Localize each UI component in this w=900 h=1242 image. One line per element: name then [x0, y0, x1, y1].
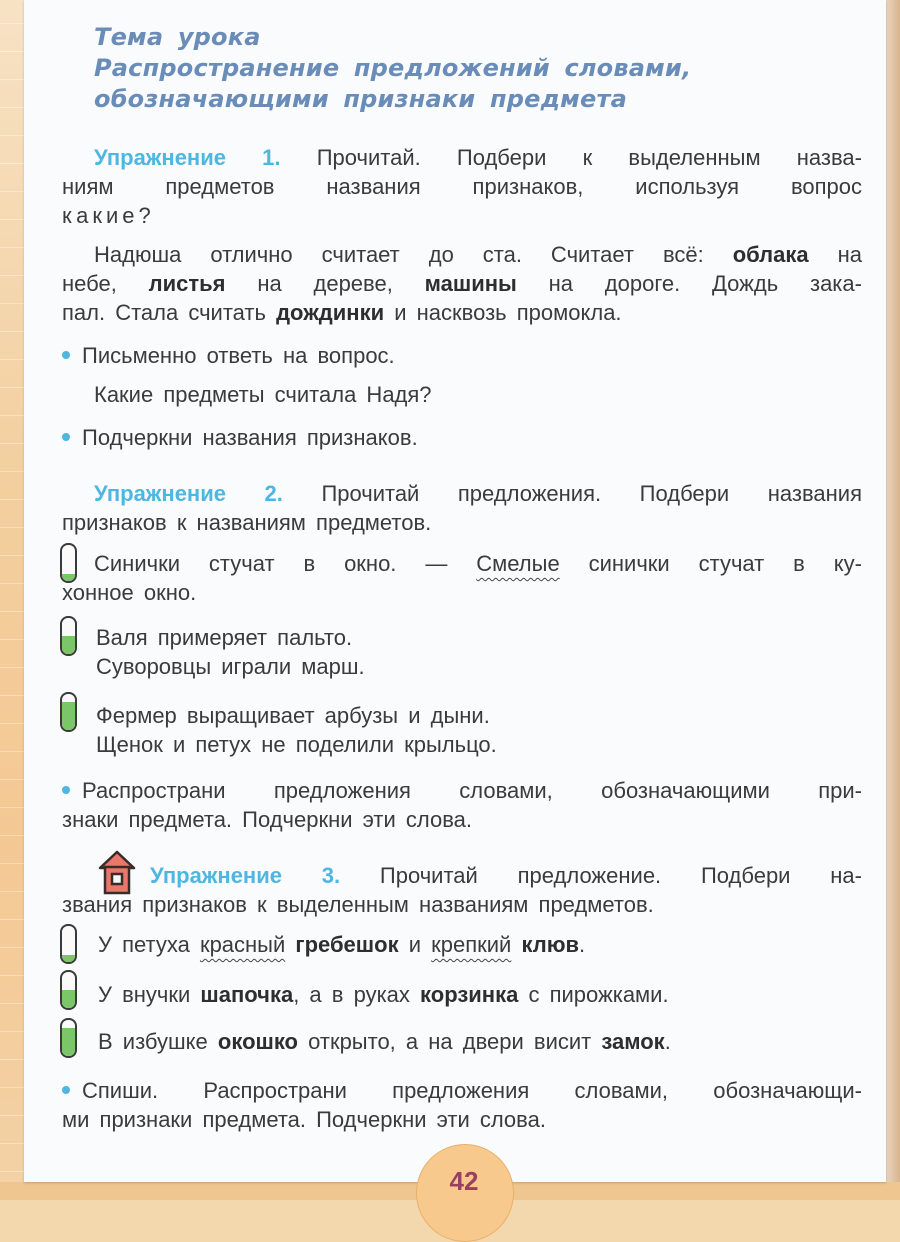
exercise-2-item-3 — [96, 701, 497, 759]
sentence-text: Суворовцы играли марш. — [96, 654, 365, 679]
highlighted-noun: гребешок — [295, 932, 399, 957]
sentence-text: с пирожками. — [518, 982, 669, 1007]
lesson-topic-line-2: обозначающими признаки предмета — [94, 85, 627, 113]
exercise-3-label: Упражнение 3. — [150, 863, 341, 888]
sentence-text: хонное окно. — [62, 580, 197, 605]
highlighted-noun: окошко — [217, 1029, 298, 1054]
exercise-3-instruction-line-2: звания признаков к выделенным названиям предметов. — [62, 892, 654, 917]
exercise-3-instruction — [62, 861, 862, 919]
exercise-1-question-word: какие? — [62, 203, 155, 228]
highlighted-noun: облака — [732, 242, 809, 267]
exercise-1-instruction-text: Прочитай. Подбери к выделенным назва- — [280, 145, 862, 170]
story-text: небе, — [62, 271, 149, 296]
bullet-icon — [62, 351, 70, 359]
exercise-1-task-2 — [62, 423, 418, 452]
story-text: и насквозь промокла. — [384, 300, 622, 325]
example-adjective: красный — [199, 932, 286, 957]
difficulty-hard-icon — [60, 1018, 77, 1058]
story-text: пал. Стала считать — [62, 300, 277, 325]
exercise-3-instruction-text: Прочитай предложение. Подбери на- — [340, 863, 862, 888]
exercise-2-label: Упражнение 2. — [94, 481, 283, 506]
page-number: 42 — [449, 1166, 479, 1196]
textbook-page — [24, 0, 886, 1182]
exercise-3-item-1 — [98, 930, 585, 959]
highlighted-noun: листья — [148, 271, 226, 296]
difficulty-easy-icon — [60, 924, 77, 964]
sentence-text: . — [579, 932, 586, 957]
task-text: знаки предмета. Подчеркни эти слова. — [62, 807, 472, 832]
sentence-text: синички стучат в ку- — [559, 551, 862, 576]
highlighted-noun: клюв — [521, 932, 580, 957]
exercise-1-story — [62, 240, 862, 327]
highlighted-noun: корзинка — [420, 982, 519, 1007]
sentence-text: У внучки — [98, 982, 201, 1007]
exercise-1-label: Упражнение 1. — [94, 145, 281, 170]
lesson-topic-line-1: Распространение предложений словами, — [94, 54, 692, 82]
lesson-topic-label: Тема урока — [94, 23, 261, 51]
story-text: Надюша отлично считает до ста. Считает всё: — [94, 242, 733, 267]
difficulty-medium-icon — [60, 616, 77, 656]
exercise-2-item-1 — [62, 549, 862, 607]
highlighted-noun: машины — [424, 271, 517, 296]
story-text: на дороге. Дождь зака- — [516, 271, 862, 296]
bullet-icon — [62, 433, 70, 441]
exercise-2-instruction-text: Прочитай предложения. Подбери названия — [282, 481, 862, 506]
exercise-2-instruction-line-2: признаков к названиям предметов. — [62, 510, 432, 535]
exercise-3-item-2 — [98, 980, 669, 1009]
exercise-2-task — [62, 776, 862, 834]
sentence-text: В избушке — [98, 1029, 218, 1054]
left-margin-decoration — [0, 0, 24, 1200]
highlighted-noun: шапочка — [200, 982, 294, 1007]
bullet-icon — [62, 786, 70, 794]
sentence-text: Щенок и петух не поделили крыльцо. — [96, 732, 497, 757]
book-spine-edge — [886, 0, 900, 1200]
exercise-3-item-3 — [98, 1027, 671, 1056]
exercise-2-instruction — [62, 479, 862, 537]
exercise-3-task — [62, 1076, 862, 1134]
example-adjective: Смелые — [476, 551, 560, 576]
sentence-text: Фермер выращивает арбузы и дыни. — [96, 703, 490, 728]
highlighted-noun: замок — [601, 1029, 665, 1054]
task-text: Письменно ответь на вопрос. — [82, 343, 395, 368]
sentence-text: . — [664, 1029, 671, 1054]
exercise-2-item-2 — [96, 623, 365, 681]
story-text: на дереве, — [225, 271, 425, 296]
difficulty-hard-icon — [60, 692, 77, 732]
exercise-1-task-1 — [62, 341, 395, 370]
example-adjective: крепкий — [431, 932, 512, 957]
exercise-1-instruction-line-2: ниям предметов названия признаков, используя вопрос — [62, 174, 862, 199]
bullet-icon — [62, 1086, 70, 1094]
story-text: на — [808, 242, 862, 267]
sentence-text: Синички стучат в окно. — — [94, 551, 477, 576]
difficulty-medium-icon — [60, 970, 77, 1010]
sentence-text: У петуха — [98, 932, 200, 957]
highlighted-noun: дождинки — [276, 300, 385, 325]
task-text: Подчеркни названия признаков. — [82, 425, 418, 450]
exercise-1-question: Какие предметы считала Надя? — [94, 382, 432, 407]
sentence-text: открыто, а на двери висит — [298, 1029, 602, 1054]
exercise-1-instruction — [62, 143, 862, 230]
sentence-text: Валя примеряет пальто. — [96, 625, 353, 650]
lesson-title — [94, 22, 691, 115]
task-text: Распространи предложения словами, обозначающими при- — [82, 778, 862, 803]
task-text: ми признаки предмета. Подчеркни эти слова. — [62, 1107, 546, 1132]
sentence-text: , а в руках — [293, 982, 421, 1007]
task-text: Спиши. Распространи предложения словами, обозначающи- — [82, 1078, 862, 1103]
sentence-text: и — [398, 932, 432, 957]
